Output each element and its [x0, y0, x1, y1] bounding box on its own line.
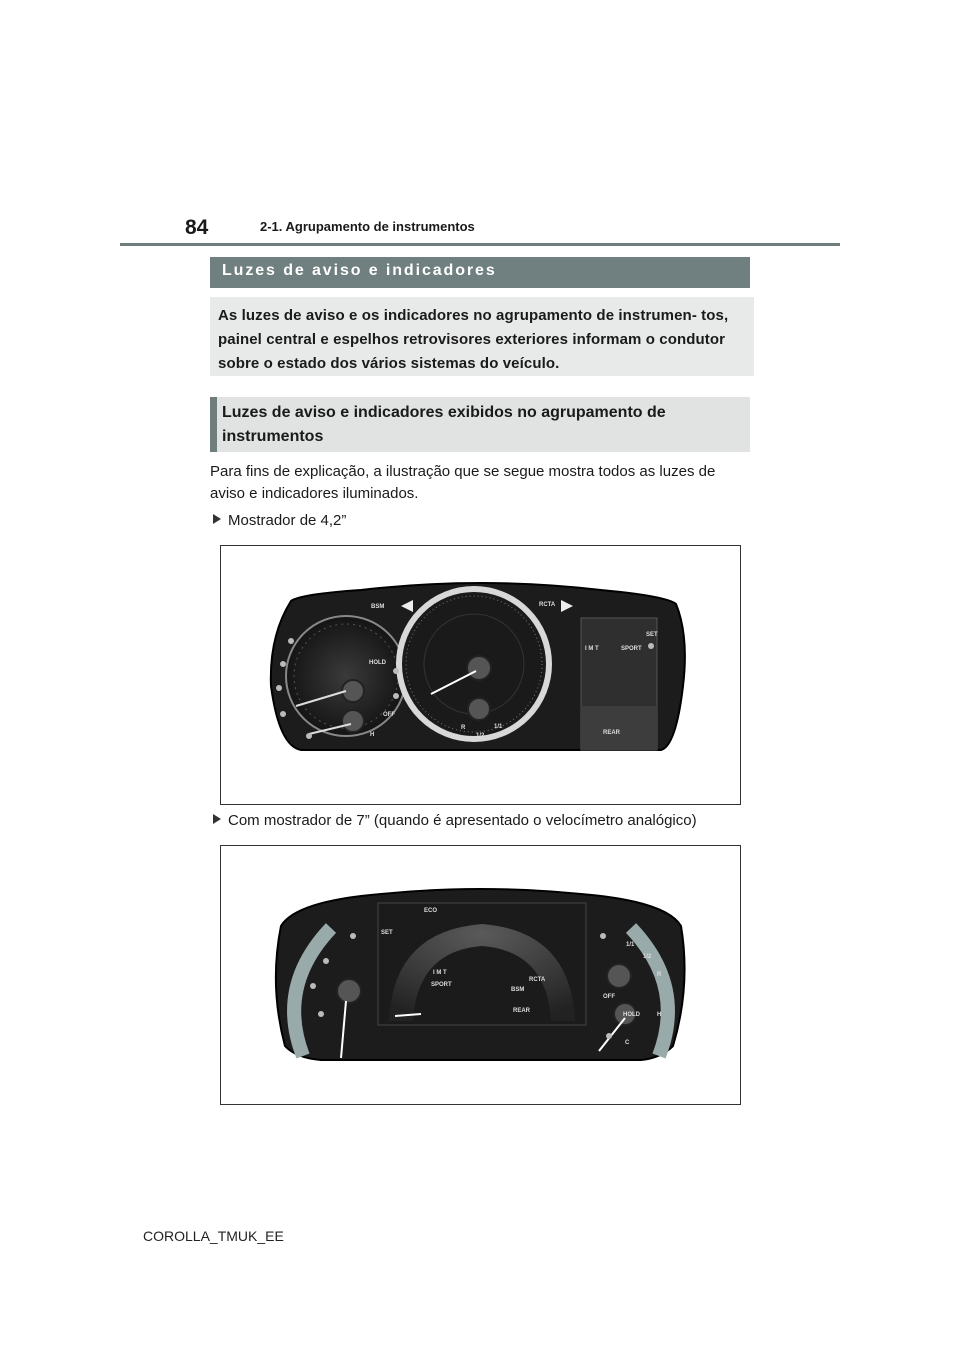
knob-icon	[607, 964, 631, 988]
knob-icon	[467, 656, 491, 680]
bullet-arrow-icon	[213, 814, 221, 824]
figure1-cluster-4inch	[220, 545, 741, 805]
figure2-illustration	[221, 846, 740, 1104]
r-label: R	[461, 725, 466, 731]
bullet-arrow-icon	[213, 514, 221, 524]
warning-icon	[306, 733, 312, 739]
intro-text: As luzes de aviso e os indicadores no agrupamento de instrumen- tos, painel central e espelhos retrovisores exteriores informam o condutor sobre o estado dos vários sistemas do veículo.	[218, 307, 729, 372]
rcta-label: RCTA	[529, 977, 546, 983]
header-rule	[120, 243, 840, 246]
warning-icon	[350, 933, 356, 939]
rear-label: REAR	[513, 1008, 531, 1014]
knob-icon	[342, 710, 364, 732]
body-paragraph: Para fins de explicação, a ilustração que se segue mostra todos as luzes de aviso e indicadores iluminados.	[210, 463, 716, 502]
warning-icon	[310, 983, 316, 989]
warning-icon	[648, 643, 654, 649]
full-label: 1/1	[494, 724, 503, 730]
figure2-caption-text: Com mostrador de 7” (quando é apresentado o velocímetro analógico)	[228, 812, 697, 829]
warning-icon	[323, 958, 329, 964]
imt-label: I M T	[433, 970, 447, 976]
hold-label: HOLD	[369, 660, 386, 666]
warning-icon	[393, 693, 399, 699]
half-label: 1/2	[643, 954, 652, 960]
section-title: 2-1. Agrupamento de instrumentos	[260, 219, 475, 234]
set-label: SET	[646, 632, 658, 638]
figure1-illustration	[221, 546, 740, 804]
warning-icon	[280, 711, 286, 717]
figure2-cluster-7inch	[220, 845, 741, 1105]
knob-icon	[337, 979, 361, 1003]
figure2-caption	[213, 812, 697, 829]
hold-label: HOLD	[623, 1012, 640, 1018]
eco-label: ECO	[424, 908, 438, 914]
page-number: 84	[185, 216, 209, 239]
c-label: C	[625, 1040, 630, 1046]
r-label: R	[657, 972, 662, 978]
figure1-caption	[213, 512, 346, 529]
sport-label: SPORT	[431, 982, 452, 988]
footer-model-code: COROLLA_TMUK_EE	[143, 1228, 284, 1244]
warning-icon	[276, 685, 282, 691]
sport-label: SPORT	[621, 646, 642, 652]
off-label: OFF	[383, 712, 395, 718]
subheading: Luzes de aviso e indicadores exibidos no agrupamento de instrumentos	[222, 404, 666, 445]
imt-label: I M T	[585, 646, 599, 652]
off-label: OFF	[603, 994, 615, 1000]
warning-icon	[393, 668, 399, 674]
half-label: 1/2	[476, 733, 485, 739]
warning-icon	[288, 638, 294, 644]
page-title: Luzes de aviso e indicadores	[222, 262, 497, 279]
h-label: H	[657, 1012, 662, 1018]
h-label: H	[370, 732, 375, 738]
bsm-label: BSM	[511, 987, 525, 993]
warning-icon	[280, 661, 286, 667]
rcta-label: RCTA	[539, 602, 556, 608]
set-label: SET	[381, 930, 393, 936]
bsm-label: BSM	[371, 604, 385, 610]
figure1-caption-text: Mostrador de 4,2”	[228, 512, 347, 529]
warning-icon	[318, 1011, 324, 1017]
eco-label: ECO	[612, 646, 621, 651]
warning-icon	[600, 933, 606, 939]
rear-label: REAR	[603, 730, 621, 736]
warning-icon	[606, 1033, 612, 1039]
full-label: 1/1	[626, 942, 635, 948]
knob-icon	[468, 698, 490, 720]
